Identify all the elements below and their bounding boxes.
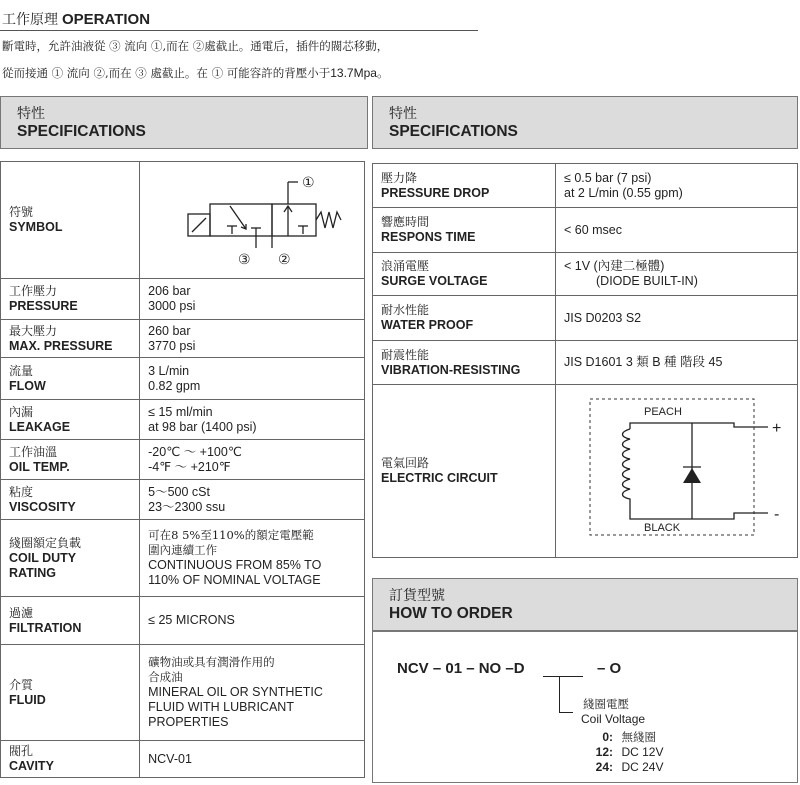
electric-circuit-diagram bbox=[556, 385, 796, 553]
port-1-label: ① bbox=[302, 174, 315, 191]
operation-title bbox=[2, 9, 150, 29]
plus-terminal: + bbox=[772, 420, 782, 437]
port-2-label: ② bbox=[278, 251, 291, 268]
valve-envelope-right bbox=[272, 204, 316, 236]
circuit-cell bbox=[556, 385, 798, 558]
coil bbox=[623, 429, 631, 515]
order-header bbox=[372, 578, 798, 631]
port-3-label: ③ bbox=[238, 251, 251, 268]
spec-row-pressure: 工作壓力 PRESSURE 206 bar 3000 psi bbox=[1, 279, 365, 320]
right-header-cn: 特性 bbox=[389, 106, 417, 122]
order-blank-line bbox=[543, 676, 583, 677]
right-spec-header bbox=[372, 96, 798, 149]
spec-row-surge-voltage: 浪涌電壓 SURGE VOLTAGE < 1V (內建二極體) (DIODE BUILT-IN) bbox=[373, 253, 798, 296]
operation-line-2-cn: 從而接通 ① 流向 ②,而在 ③ 處截止。在 ① 可能容許的背壓小于 bbox=[2, 66, 331, 80]
left-header-en: SPECIFICATIONS bbox=[17, 123, 146, 140]
wire-top bbox=[630, 423, 768, 429]
spec-row-filtration: 過濾 FILTRATION ≤ 25 MICRONS bbox=[1, 597, 365, 645]
left-spec-header bbox=[0, 96, 368, 149]
spring bbox=[316, 212, 341, 228]
spec-row-max-pressure: 最大壓力 MAX. PRESSURE 260 bar 3770 psi bbox=[1, 320, 365, 358]
minus-terminal: - bbox=[774, 506, 780, 523]
spec-row-leakage: 內漏 LEAKAGE ≤ 15 ml/min at 98 bar (1400 psi) bbox=[1, 400, 365, 440]
spec-row-vibration: 耐震性能 VIBRATION-RESISTING JIS D1601 3 類 B 種 階段 45 bbox=[373, 341, 798, 385]
spec-row-oil-temp: 工作油溫 OIL TEMP. -20℃ ～ +100℃ -4℉ ～ +210℉ bbox=[1, 440, 365, 480]
option-list bbox=[585, 728, 705, 773]
order-bracket-line bbox=[559, 676, 560, 712]
operation-underline bbox=[0, 30, 478, 31]
order-header-cn: 訂貨型號 bbox=[389, 588, 445, 604]
operation-line-1: 斷電時，允許油液從 ③ 流向 ①,而在 ②處截止。通電后，插件的閥芯移動， bbox=[2, 39, 389, 53]
coil-voltage-en: Coil Voltage bbox=[581, 712, 646, 726]
spec-label: 符號 SYMBOL bbox=[1, 162, 140, 279]
order-code-main: NCV – 01 – NO –D bbox=[397, 660, 525, 677]
left-spec-table bbox=[0, 161, 365, 778]
spec-row-flow: 流量 FLOW 3 L/min 0.82 gpm bbox=[1, 358, 365, 400]
spec-row-water-proof: 耐水性能 WATER PROOF JIS D0203 S2 bbox=[373, 296, 798, 341]
option-item: 24: DC 24V bbox=[595, 760, 664, 774]
right-header-en: SPECIFICATIONS bbox=[389, 123, 518, 140]
operation-title-en: OPERATION bbox=[62, 11, 151, 28]
valve-symbol-diagram bbox=[148, 166, 348, 271]
spec-row-viscosity: 粘度 VISCOSITY 5～500 cSt 23～2300 ssu bbox=[1, 480, 365, 520]
operation-line-2 bbox=[2, 64, 389, 81]
diode-icon bbox=[683, 468, 701, 483]
order-header-en: HOW TO ORDER bbox=[389, 605, 513, 622]
option-item: 0: 無綫圈 bbox=[602, 730, 656, 744]
circuit-housing bbox=[590, 399, 754, 535]
order-code-suffix: – O bbox=[597, 660, 622, 677]
left-header-cn: 特性 bbox=[17, 106, 45, 122]
spec-row-response-time: 響應時間 RESPONS TIME < 60 msec bbox=[373, 208, 798, 253]
operation-line-2-en: 13.7Mpa。 bbox=[330, 66, 389, 80]
spec-row-cavity: 閥孔 CAVITY NCV-01 bbox=[1, 741, 365, 778]
spec-row-fluid: 介質 FLUID 礦物油或具有潤滑作用的 合成油 MINERAL OIL OR SYNTHETIC FLUID WITH LUBRICANT PROPERTIES bbox=[1, 645, 365, 741]
peach-label: PEACH bbox=[644, 406, 682, 418]
symbol-cell bbox=[140, 162, 365, 279]
black-label: BLACK bbox=[644, 522, 681, 534]
spec-row-coil-duty: 綫圈額定負載 COIL DUTY RATING 可在8 5%至110%的額定電壓範 圍內連續工作 CONTINUOUS FROM 85% TO 110% OF NOMINAL VOLTAGE bbox=[1, 520, 365, 597]
spec-row-electric-circuit: 電氣回路 ELECTRIC CIRCUIT PEACH BLACK + - bbox=[373, 385, 798, 558]
operation-title-cn: 工作原理 bbox=[2, 12, 58, 28]
right-spec-table bbox=[372, 163, 798, 558]
order-panel bbox=[372, 631, 798, 783]
valve-envelope-left bbox=[210, 204, 272, 236]
spec-row-pressure-drop: 壓力降 PRESSURE DROP ≤ 0.5 bar (7 psi) at 2 L/min (0.55 gpm) bbox=[373, 164, 798, 208]
spec-row-symbol bbox=[1, 162, 365, 279]
coil-voltage-cn: 綫圈電壓 bbox=[583, 697, 629, 711]
wire-bottom bbox=[630, 513, 768, 519]
option-item: 12: DC 12V bbox=[595, 745, 664, 759]
